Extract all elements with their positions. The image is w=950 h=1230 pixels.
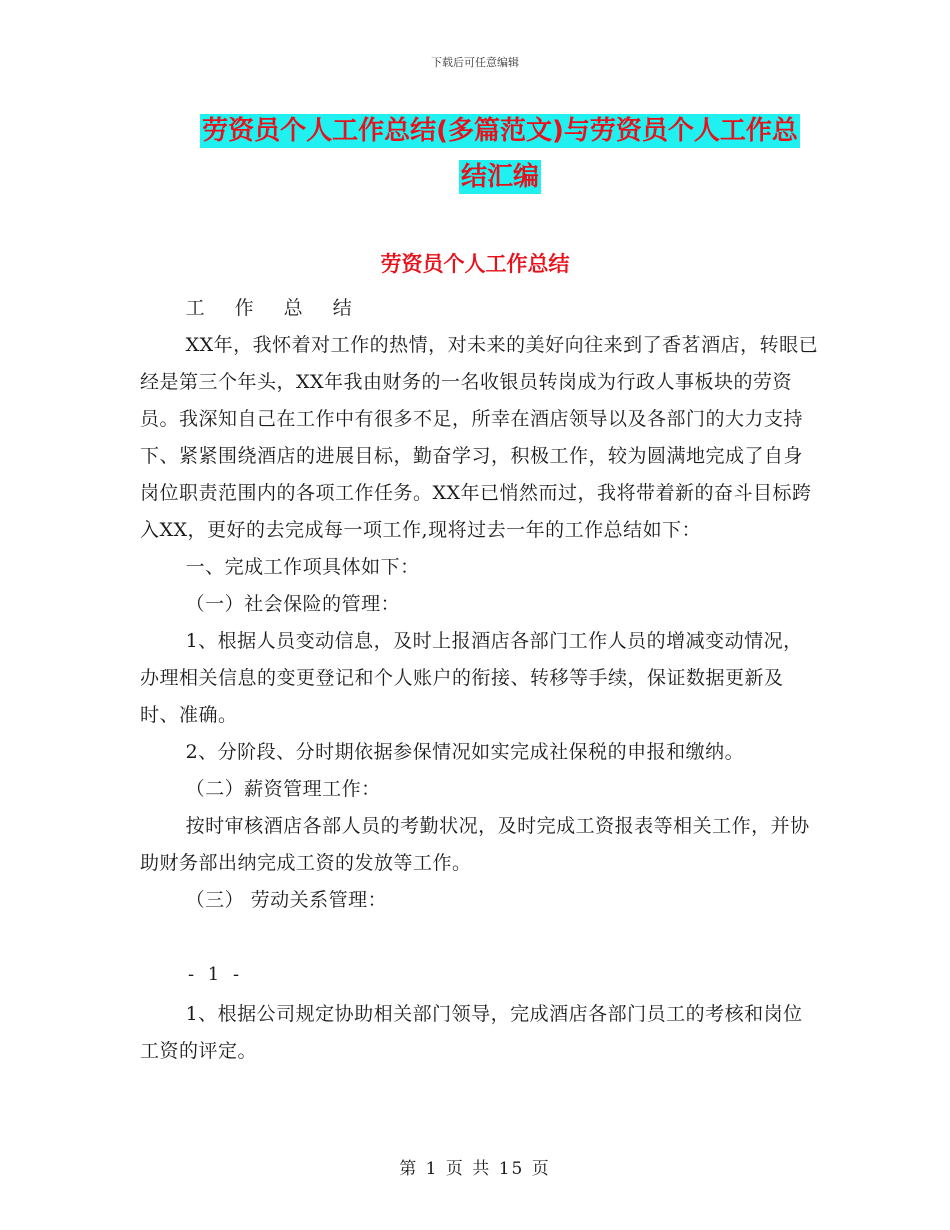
page-footer: 第 1 页 共 15 页	[399, 1159, 551, 1179]
paragraph-heading: 工 作 总 结	[185, 297, 364, 319]
paragraph: （二）薪资管理工作：	[185, 778, 381, 800]
document-title-line-1: 劳资员个人工作总结(多篇范文)与劳资员个人工作总	[202, 116, 798, 146]
body-content-continued	[140, 996, 820, 1070]
paragraph: 一、完成工作项具体如下：	[185, 556, 420, 578]
paragraph: （一）社会保险的管理：	[185, 593, 401, 615]
paragraph: XX年，我怀着对工作的热情，对未来的美好向往来到了香茗酒店，转眼已经是第三个年头，XX年我由财务的一名收银员转岗成为行政人事板块的劳资员。我深知自己在工作中有很多不足，所幸在酒店领导以及各部门的大力支持下、紧紧围绕酒店的进展目标，勤奋学习，积极工作，较为圆满地完成了自身岗位职责范围内的各项工作任务。XX年已悄然而过，我将带着新的奋斗目标跨入XX，更好的去完成每一项工作,现将过去一年的工作总结如下：	[140, 334, 819, 541]
paragraph: （三） 劳动关系管理：	[185, 889, 388, 911]
document-title	[140, 108, 860, 200]
header-note: 下载后可任意编辑	[431, 56, 519, 69]
section-title: 劳资员个人工作总结	[380, 252, 570, 276]
body-content	[140, 290, 820, 919]
paragraph: 1、根据公司规定协助相关部门领导，完成酒店各部门员工的考核和岗位工资的评定。	[140, 1003, 803, 1062]
page-marker: - 1 -	[188, 964, 244, 985]
paragraph: 1、根据人员变动信息，及时上报酒店各部门工作人员的增减变动情况，办理相关信息的变更登记和个人账户的衔接、转移等手续，保证数据更新及时、准确。	[140, 630, 803, 726]
paragraph: 2、分阶段、分时期依据参保情况如实完成社保税的申报和缴纳。	[185, 741, 745, 763]
paragraph: 按时审核酒店各部人员的考勤状况，及时完成工资报表等相关工作，并协助财务部出纳完成工资的发放等工作。	[140, 815, 810, 874]
document-title-line-2: 结汇编	[460, 162, 539, 192]
